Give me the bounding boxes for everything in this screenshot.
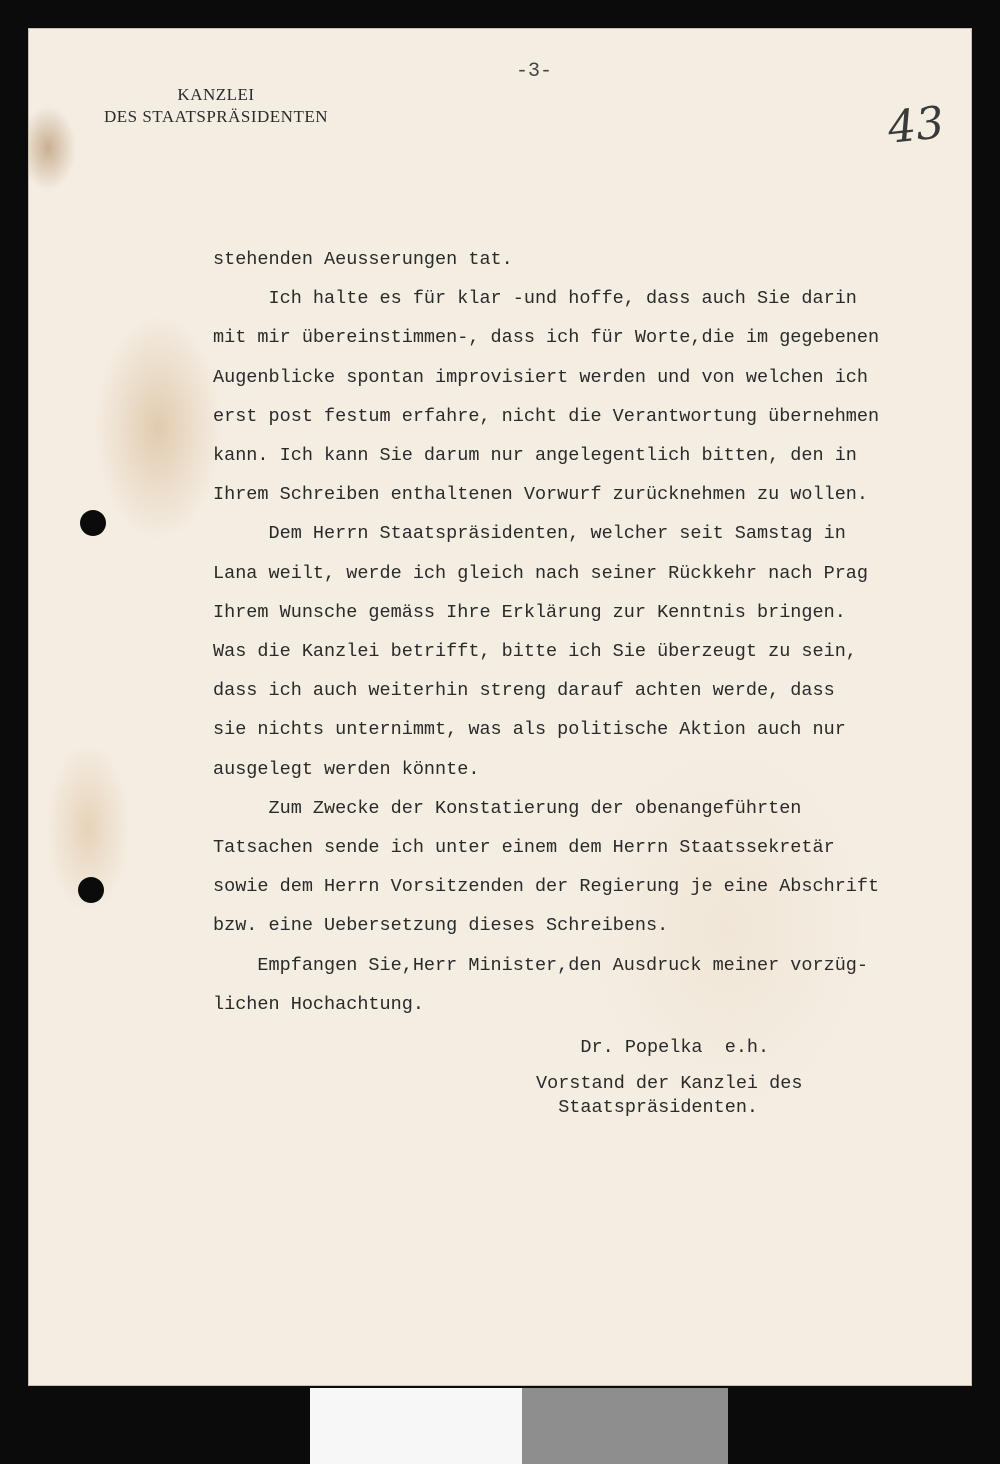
punch-hole-top [80,510,106,536]
letterhead-line-2: DES STAATSPRÄSIDENTEN [103,107,329,126]
signature-name: Dr. Popelka e.h. [536,1037,770,1058]
body-line: Empfangen Sie,Herr Minister,den Ausdruck meiner vorzüg- [213,954,869,976]
gray-reference-patch [522,1388,728,1464]
signature-title-2: Staatspräsidenten. [536,1097,759,1118]
body-line: lichen Hochachtung. [213,993,424,1015]
body-line: sie nichts unternimmt, was als politische Aktion auch nur [213,719,846,741]
body-line: erst post festum erfahre, nicht die Verantwortung übernehmen [213,405,880,427]
body-line: bzw. eine Uebersetzung dieses Schreibens. [213,915,669,937]
white-reference-patch [310,1388,522,1464]
page-number: -3- [516,60,553,83]
body-line: Lana weilt, werde ich gleich nach seiner Rückkehr nach Prag [213,562,869,584]
body-line: Zum Zwecke der Konstatierung der obenangeführten [213,797,802,819]
body-line: Was die Kanzlei betrifft, bitte ich Sie überzeugt zu sein, [213,641,857,663]
body-line: Tatsachen sende ich unter einem dem Herrn Staatssekretär [213,837,835,859]
body-line: Dem Herrn Staatspräsidenten, welcher seit Samstag in [213,523,846,545]
signature-title-1: Vorstand der Kanzlei des [536,1073,803,1094]
archive-number: 43 [885,97,947,154]
letterhead-line-1: KANZLEI [177,85,255,104]
body-line: mit mir übereinstimmen-, dass ich für Worte,die im gegebenen [213,327,880,349]
body-line: kann. Ich kann Sie darum nur angelegentlich bitten, den in [213,445,857,467]
color-reference-strip [310,1388,728,1464]
body-line: dass ich auch weiterhin streng darauf achten werde, dass [213,680,835,702]
letterhead [76,84,356,128]
body-line: ausgelegt werden könnte. [213,758,480,780]
body-line: Ihrem Schreiben enthaltenen Vorwurf zurücknehmen zu wollen. [213,484,869,506]
punch-hole-bottom [78,877,104,903]
letter-body [213,240,953,1024]
body-line: stehenden Aeusserungen tat. [213,249,513,270]
signature-block [536,1036,836,1120]
body-line: Ich halte es für klar -und hoffe, dass auch Sie darin [213,288,857,310]
body-line: Augenblicke spontan improvisiert werden und von welchen ich [213,366,869,388]
body-line: Ihrem Wunsche gemäss Ihre Erklärung zur Kenntnis bringen. [213,601,846,623]
body-line: sowie dem Herrn Vorsitzenden der Regierung je eine Abschrift [213,876,880,898]
